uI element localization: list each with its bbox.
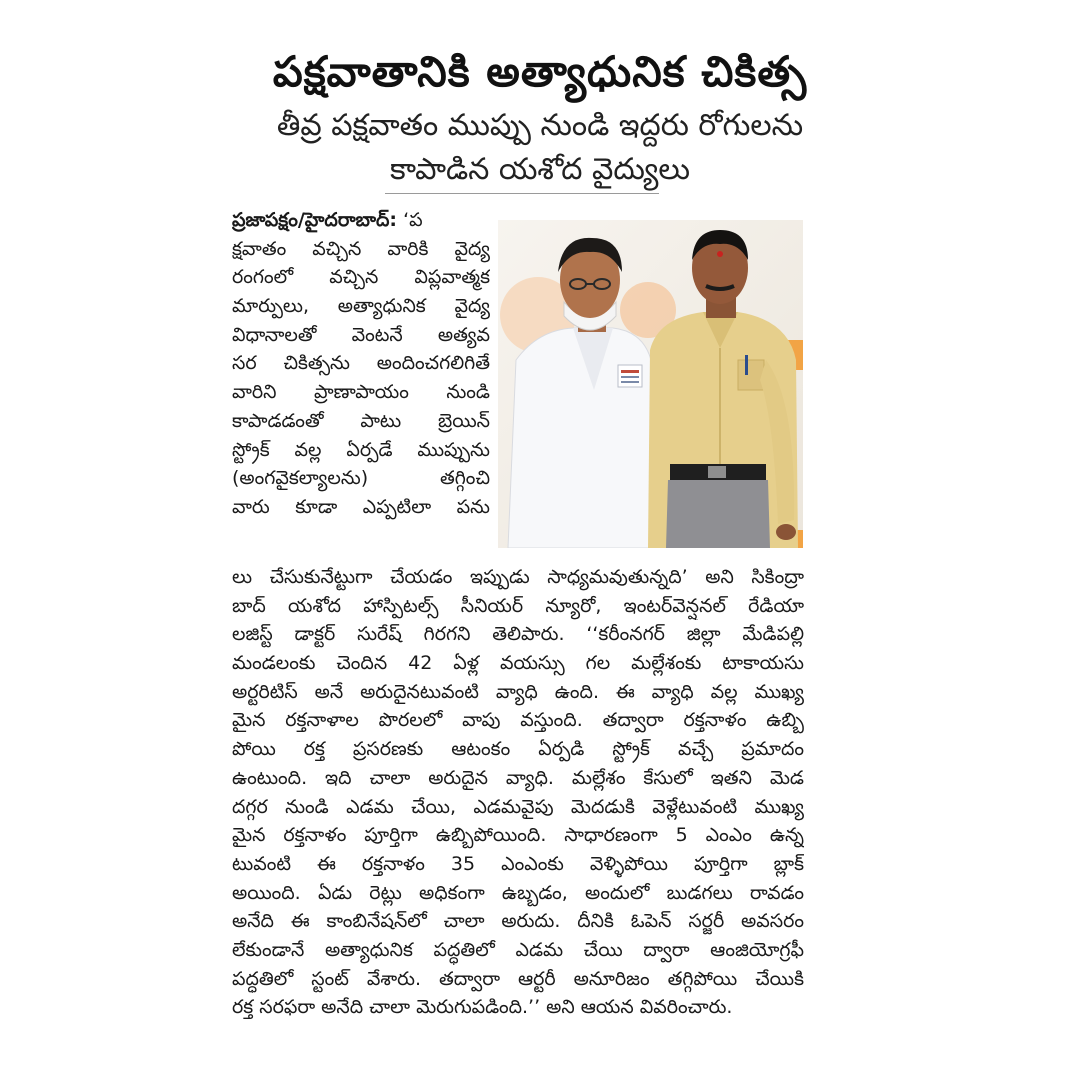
article-text-line: లేకుండానే అత్యాధునిక పద్ధతిలో ఎడమ చేయి ద్వారా ఆంజియోగ్రఫీ	[232, 938, 804, 961]
subheadline-line-2: కాపాడిన యశోద వైద్యులు	[390, 152, 690, 187]
article-text-line: టువంటి ఈ రక్తనాళం 35 ఎంఎంకు వెళ్ళిపోయి పూర్తిగా బ్లాక్	[232, 852, 804, 875]
article-column-narrow	[232, 206, 490, 522]
article-text-line: మైన రక్తనాళాల పొరలలో వాపు వస్తుంది. తద్వారా రక్తనాళం ఉబ్బి	[232, 709, 804, 732]
article-text-line: క్షవాతం వచ్చిన వారికి వైద్య	[232, 237, 490, 260]
narrow-column-lines	[232, 235, 490, 522]
article-text-line: మార్పులు, అత్యాధునిక వైద్య	[232, 295, 490, 318]
article-text-line: లు చేసుకునేట్టుగా చేయడం ఇప్పుడు సాధ్యమవుతున్నది’ అని సికింద్రా	[232, 566, 804, 588]
article-text-line: దగ్గర నుండి ఎడమ చేయి, ఎడమవైపు మెదడుకి వెళ్లేటువంటి ముఖ్య	[232, 795, 804, 818]
article-text-line: రక్త సరఫరా అనేది చాలా మెరుగుపడింది.’’ అని ఆయన వివరించారు.	[232, 996, 733, 1019]
article-text-line: ఉంటుంది. ఇది చాలా అరుదైన వ్యాధి. మల్లేశం కేసులో ఇతని మెడ	[232, 766, 804, 789]
article-column-wide	[232, 563, 804, 1022]
article-opening-text: ‘ప	[397, 209, 423, 231]
article-text-line: లజిస్ట్ డాక్టర్ సురేష్ గిరగని తెలిపారు. ‘‘కరీంనగర్ జిల్లా మేడిపల్లి	[232, 623, 804, 646]
wide-column-lines	[232, 563, 804, 1022]
article-text-line: మండలంకు చెందిన 42 ఏళ్ల వయస్సు గల మల్లేశంకు టాకాయసు	[232, 652, 804, 675]
article-text-line: అర్టరిటిస్ అనే అరుదైనటువంటి వ్యాధి ఉంది. ఈ వ్యాధి వల్ల ముఖ్య	[232, 680, 804, 703]
two-men-photo-icon	[498, 220, 803, 548]
article-text-line: (అంగవైకల్యాలను) తగ్గించి	[232, 467, 490, 490]
dateline: ప్రజాపక్షం/హైదరాబాద్:	[232, 209, 398, 231]
subheadline-underline	[385, 193, 659, 194]
article-text-line: అనేది ఈ కాంబినేషన్‌లో చాలా అరుదు. దీనికి ఓపెన్ సర్జరీ అవసరం	[232, 910, 804, 933]
subheadline-line-1: తీవ్ర పక్షవాతం ముప్పు నుండి ఇద్దరు రోగులను	[276, 108, 804, 143]
article-first-line	[232, 206, 490, 235]
article-photo	[498, 220, 803, 548]
article-text-line: రంగంలో వచ్చిన విప్లవాత్మక	[232, 266, 490, 289]
headline: పక్షవాతానికి అత్యాధునిక చికిత్స	[272, 47, 808, 96]
article-text-line: సర చికిత్సను అందించగలిగితే	[232, 352, 490, 375]
article-text-line: అయింది. ఏడు రెట్లు అధికంగా ఉబ్బడం, అందులో బుడగలు రావడం	[232, 881, 804, 904]
article-text-line: స్ట్రోక్ వల్ల ఏర్పడే ముప్పును	[232, 438, 490, 461]
article-text-line: మైన రక్తనాళం పూర్తిగా ఉబ్బిపోయింది. సాధారణంగా 5 ఎంఎం ఉన్న	[232, 824, 804, 847]
article-text-line: కాపాడడంతో పాటు బ్రెయిన్	[232, 409, 490, 432]
article-text-line: వారు కూడా ఎప్పటిలా పను	[232, 495, 490, 518]
article-text-line: పోయి రక్త ప్రసరణకు ఆటంకం ఏర్పడి స్ట్రోక్ వచ్చే ప్రమాదం	[232, 738, 804, 761]
article-text-line: వారిని ప్రాణాపాయం నుండి	[232, 381, 490, 404]
article-text-line: బాద్ యశోద హాస్పిటల్స్ సీనియర్ న్యూరో, ఇంటర్‌వెన్షనల్ రేడియా	[232, 594, 804, 617]
article-text-line: విధానాలతో వెంటనే అత్యవ	[232, 323, 490, 346]
article-text-line: పద్ధతిలో స్టంట్ వేశారు. తద్వారా ఆర్టరీ అనూరిజం తగ్గిపోయి చేయికి	[232, 967, 804, 990]
